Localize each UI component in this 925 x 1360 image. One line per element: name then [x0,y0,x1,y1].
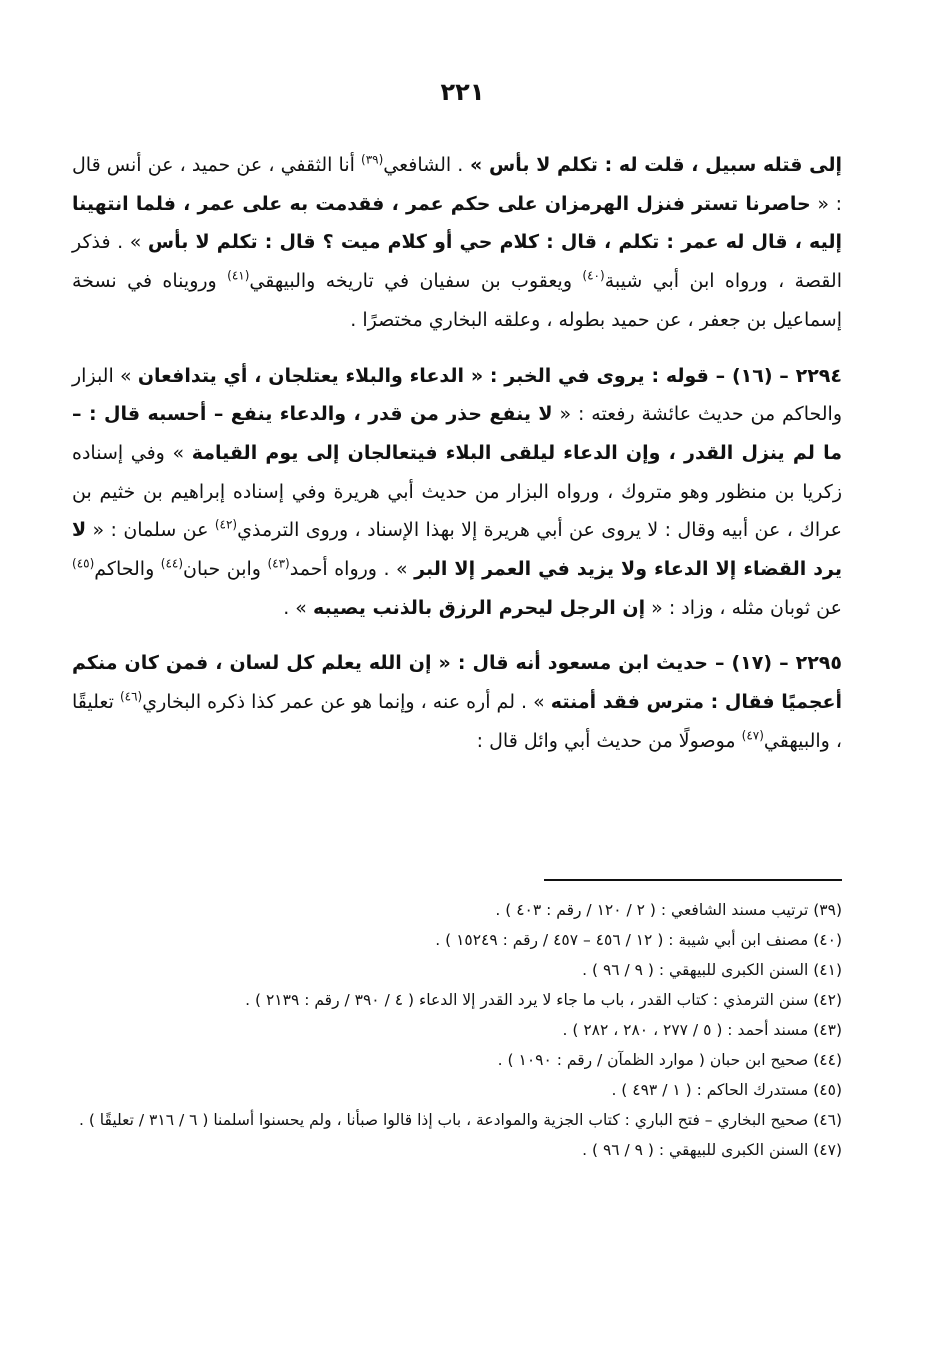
text-run: أنا الثقفي ، عن حميد ، عن أنس قال : « [72,154,842,215]
bold-text: حاصرنا تستر فنزل الهرمزان على حكم عمر ، فقدمت به على عمر ، فلما انتهينا إليه ، قال له عمر : تكلم ، قال : كلام حي أو كلام ميت ؟ قال : تكلم لا بأس [72,192,842,254]
paragraph [72,146,842,340]
bold-text: إن الرجل ليحرم الرزق بالذنب يصيبه [312,596,646,619]
bold-text: إلى قتله سبيل ، قلت له : تكلم لا بأس » [463,154,842,176]
footnote: (٤٦) صحيح البخاري – فتح الباري : كتاب الجزية والموادعة ، باب إذا قالوا صبأنا ، ولم يحسنوا أسلمنا ( ٦ / ٣١٦ / تعليقًا ) . [78,1111,842,1129]
paragraph [72,357,842,628]
footnote-marker: (٤٤) [160,556,184,571]
bold-text: لا يرد القضاء إلا الدعاء ولا يزيد في العمر إلا البر [72,519,843,581]
footnote-marker: (٤٥) [72,556,95,571]
text-run: ورويناه في نسخة إسماعيل بن جعفر ، عن حميد بطوله ، وعلقه البخاري مختصرًا . [72,270,842,331]
text-run: » وفي إسناده زكريا بن منظور وهو متروك ، ورواه البزار من حديث أبي هريرة وفي إسناده إبراهيم بن خثيم بن عراك ، عن أبيه وقال : لا يروى عن أبي هريرة إلا بهذا الإسناد ، وروى الترمذي [72,441,842,542]
footnote: (٤٥) مستدرك الحاكم : ( ١ / ٤٩٣ ) . [611,1081,842,1099]
footnote: (٤٠) مصنف ابن أبي شيبة : ( ١٢ / ٤٥٦ – ٤٥٧ / رقم : ١٥٢٤٩ ) . [435,931,842,949]
footnote: (٣٩) ترتيب مسند الشافعي : ( ٢ / ١٢٠ / رقم : ٤٠٣ ) . [495,901,842,919]
bold-text: ٢٢٩٥ – (١٧) – حديث ابن مسعود أنه قال : « إن الله يعلم كل لسان ، فمن كان منكم أعجميًا فقال : مترس فقد أمنته [72,652,843,714]
main-text [72,146,842,761]
text-run: وابن حبان [183,558,268,581]
text-run: والحاكم [94,558,161,581]
text-run: » . ورواه أحمد [289,558,415,581]
footnote: (٤٤) صحيح ابن حبان ( موارد الظمآن / رقم : ١٠٩٠ ) . [497,1051,842,1069]
text-run: تعليقًا ، والبيهقي [72,691,842,752]
footnote-marker: (٤٠) [582,268,605,283]
text-run: » . [283,596,313,619]
footnote: (٤٢) سنن الترمذي : كتاب القدر ، باب ما جاء لا يرد القدر إلا الدعاء ( ٤ / ٣٩٠ / رقم : ٢١٣٩ ) . [245,991,842,1009]
bold-text: ٢٢٩٤ – (١٦) – قوله : يروى في الخبر : « الدعاء والبلاء يعتلجان ، أي يتدافعان [137,364,842,387]
text-run: ويعقوب بن سفيان في تاريخه والبيهقي [249,270,583,293]
text-run: عن سلمان : « [86,519,215,542]
bold-text: لا ينفع حذر من قدر ، والدعاء ينفع – أحسبه قال : – ما لم ينزل القدر ، وإن الدعاء ليلقى البلاء فيتعالجان إلى يوم القيامة [72,403,842,464]
footnote-marker: (٤٣) [267,556,290,571]
footnote-marker: (٣٩) [361,152,384,167]
footnotes [72,896,842,1166]
text-run: » . فذكر القصة ، ورواه ابن أبي شيبة [72,231,842,293]
footnote-marker: (٤٧) [741,728,764,743]
text-run: موصولًا من حديث أبي وائل قال : [476,729,742,752]
footnote: (٤١) السنن الكبرى للبيهقي : ( ٩ / ٩٦ ) . [582,961,842,979]
text-run: » . لم أره عنه ، وإنما هو عن عمر كذا ذكره البخاري [142,691,551,714]
footnote-divider [544,879,842,881]
text-run: . الشافعي [383,154,464,176]
footnote-marker: (٤١) [227,268,250,283]
text-run: عن ثوبان مثله ، وزاد : « [645,596,842,619]
footnote: (٤٣) مسند أحمد : ( ٥ / ٢٧٧ ، ٢٨٠ ، ٢٨٢ ) . [562,1021,842,1039]
footnote-marker: (٤٢) [214,518,238,532]
footnote-marker: (٤٦) [119,689,143,704]
text-run: » البزار والحاكم من حديث عائشة رفعته : « [72,364,843,426]
paragraph [72,644,842,760]
footnote: (٤٧) السنن الكبرى للبيهقي : ( ٩ / ٩٦ ) . [582,1141,842,1159]
page-number: ٢٢١ [440,78,485,106]
